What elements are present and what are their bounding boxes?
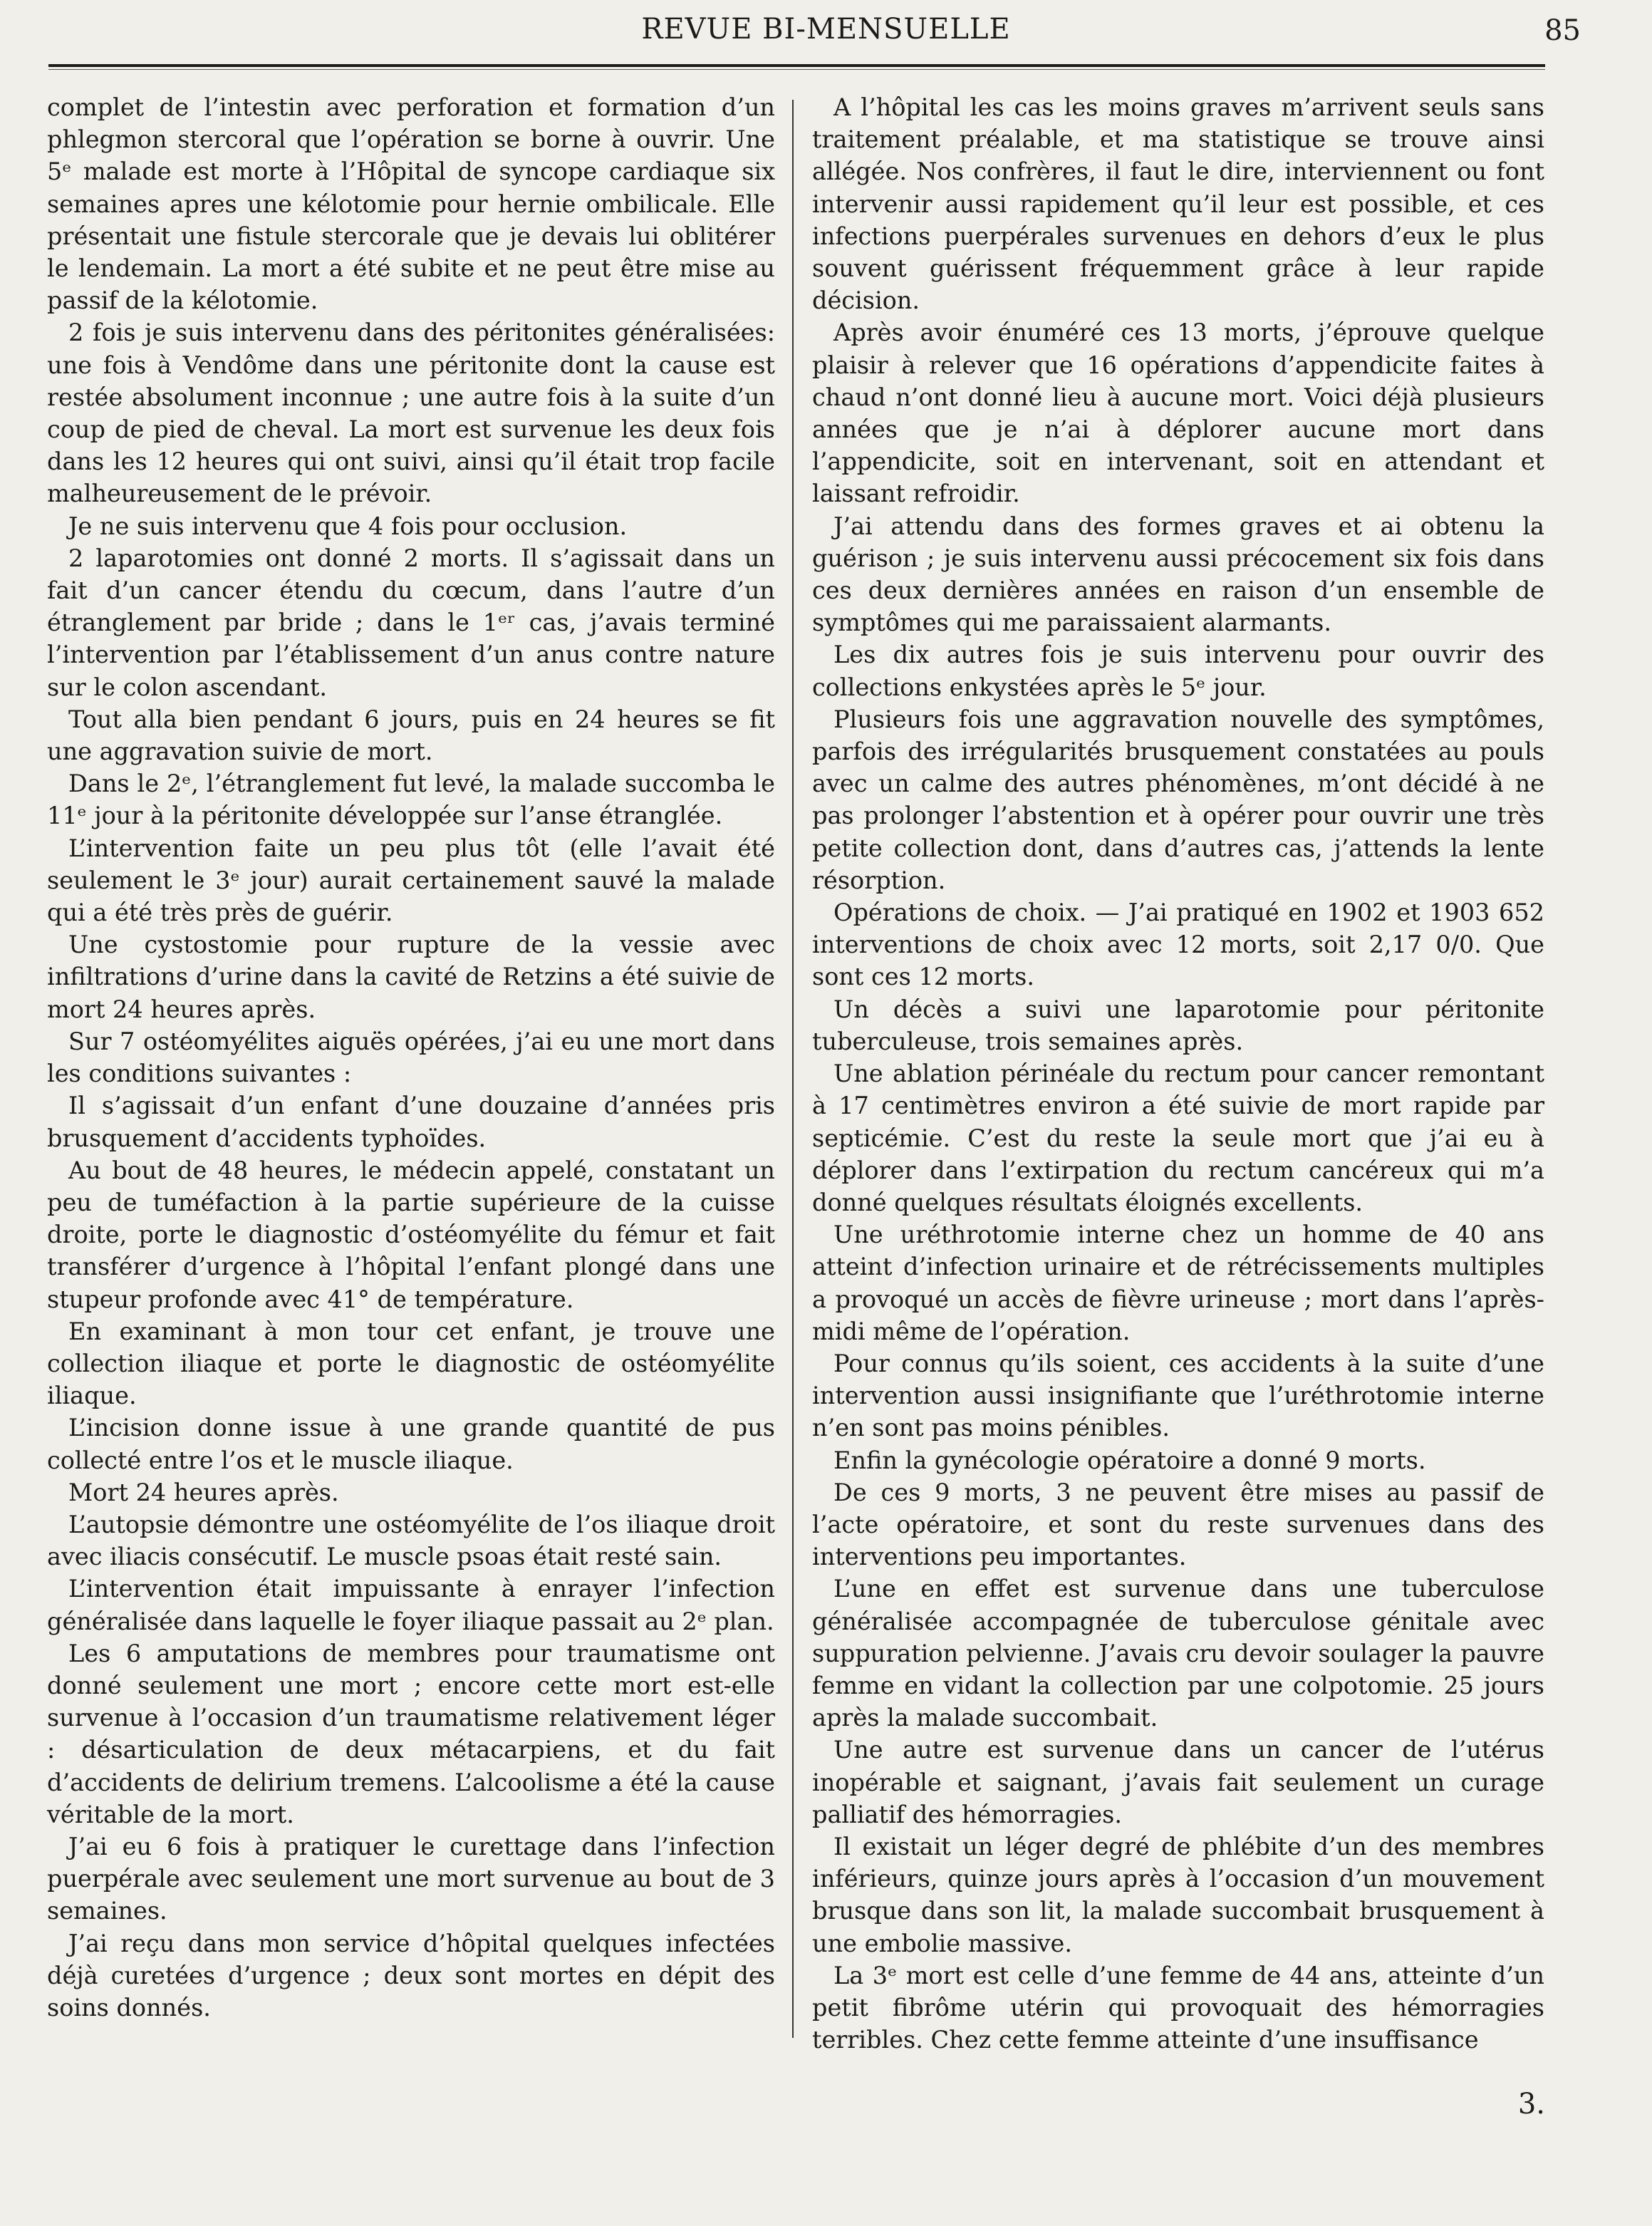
right-column bbox=[812, 91, 1544, 2056]
paragraph: L’autopsie démontre une ostéomyélite de l’os iliaque droit avec iliacis consécutif. Le muscle psoas était resté sain. bbox=[47, 1510, 775, 1571]
paragraph: Une uréthrotomie interne chez un homme de 40 ans atteint d’infection urinaire et de rétrécissements multiples a provoqué un accès de fièvre urineuse ; mort dans l’après-midi même de l’opération. bbox=[812, 1221, 1544, 1345]
paragraph: Opérations de choix. — J’ai pratiqué en 1902 et 1903 652 interventions de choix avec 12 morts, soit 2,17 0/0. Que sont ces 12 morts. bbox=[812, 899, 1544, 991]
paragraph: En examinant à mon tour cet enfant, je trouve une collection iliaque et porte le diagnostic de ostéomyélite iliaque. bbox=[47, 1317, 775, 1410]
paragraph: L’une en effet est survenue dans une tuberculose généralisée accompagnée de tuberculose génitale avec suppuration pelvienne. J’avais cru devoir soulager la pauvre femme en vidant la collection par une colpotomie. 25 jours après la malade succombait. bbox=[812, 1575, 1544, 1732]
header-rule-thin bbox=[48, 69, 1545, 70]
paragraph: L’incision donne issue à une grande quantité de pus collecté entre l’os et le muscle iliaque. bbox=[47, 1414, 775, 1474]
paragraph: Une autre est survenue dans un cancer de l’utérus inopérable et saignant, j’avais fait seulement un curage palliatif des hémorragies. bbox=[812, 1736, 1544, 1828]
signature-mark: 3. bbox=[1517, 2088, 1545, 2121]
paragraph: Il s’agissait d’un enfant d’une douzaine d’années pris brusquement d’accidents typhoïdes. bbox=[47, 1092, 775, 1152]
left-column bbox=[47, 91, 775, 2024]
paragraph: Je ne suis intervenu que 4 fois pour occlusion. bbox=[68, 512, 628, 540]
paragraph: J’ai reçu dans mon service d’hôpital quelques infectées déjà curetées d’urgence ; deux sont mortes en dépit des soins donnés. bbox=[47, 1929, 775, 2021]
paragraph: Les dix autres fois je suis intervenu pour ouvrir des collections enkystées après le 5ᵉ jour. bbox=[812, 641, 1544, 701]
paragraph: Pour connus qu’ils soient, ces accidents à la suite d’une intervention aussi insignifiante que l’uréthrotomie interne n’en sont pas moins pénibles. bbox=[812, 1349, 1544, 1442]
paragraph: De ces 9 morts, 3 ne peuvent être mises au passif de l’acte opératoire, et sont du reste survenues dans des interventions peu importantes. bbox=[812, 1478, 1544, 1571]
paragraph: Mort 24 heures après. bbox=[68, 1478, 339, 1506]
paragraph: L’intervention faite un peu plus tôt (elle l’avait été seulement le 3ᵉ jour) aurait certainement sauvé la malade qui a été très près de guérir. bbox=[47, 834, 775, 927]
paragraph: Les 6 amputations de membres pour traumatisme ont donné seulement une mort ; encore cette mort est-elle survenue à l’occasion d’un traumatisme relativement léger : désarticulation de deux métacarpiens, et du fait d’accidents de delirium tremens. L’alcoolisme a été la cause véritable de la mort. bbox=[47, 1639, 775, 1828]
column-divider bbox=[792, 100, 794, 2038]
paragraph: J’ai attendu dans des formes graves et ai obtenu la guérison ; je suis intervenu aussi précocement six fois dans ces deux dernières années en raison d’un ensemble de symptômes qui me paraissaient alarmants. bbox=[812, 512, 1544, 637]
paragraph: Sur 7 ostéomyélites aiguës opérées, j’ai eu une mort dans les conditions suivantes : bbox=[47, 1027, 775, 1088]
paragraph: Il existait un léger degré de phlébite d’un des membres inférieurs, quinze jours après à l’occasion d’un mouvement brusque dans son lit, la malade succombait brusquement à une embolie massive. bbox=[812, 1832, 1544, 1957]
paragraph: J’ai eu 6 fois à pratiquer le curettage dans l’infection puerpérale avec seulement une mort survenue au bout de 3 semaines. bbox=[47, 1832, 775, 1925]
paragraph: 2 laparotomies ont donné 2 morts. Il s’agissait dans un fait d’un cancer étendu du cœcum, dans l’autre d’un étranglement par bride ; dans le 1ᵉʳ cas, j’avais terminé l’intervention par l’établissement d’un anus contre nature sur le colon ascendant. bbox=[47, 544, 775, 701]
paragraph: Une cystostomie pour rupture de la vessie avec infiltrations d’urine dans la cavité de Retzins a été suivie de mort 24 heures après. bbox=[47, 931, 775, 1023]
running-header bbox=[50, 10, 1602, 53]
paragraph: Enfin la gynécologie opératoire a donné 9 morts. bbox=[833, 1446, 1426, 1474]
paragraph: Après avoir énuméré ces 13 morts, j’éprouve quelque plaisir à relever que 16 opérations d’appendicite faites à chaud n’ont donné lieu à aucune mort. Voici déjà plusieurs années que je n’ai à déplorer aucune mort dans l’appendicite, soit en intervenant, soit en attendant et laissant refroidir. bbox=[812, 319, 1544, 508]
header-rule bbox=[48, 64, 1545, 67]
page-number: 85 bbox=[1544, 14, 1581, 47]
paragraph: Une ablation périnéale du rectum pour cancer remontant à 17 centimètres environ a été suivie de mort rapide par septicémie. C’est du reste la seule mort que j’ai eu à déplorer dans l’extirpation du rectum cancéreux qui m’a donné quelques résultats éloignés excellents. bbox=[812, 1060, 1544, 1216]
paragraph: La 3ᵉ mort est celle d’une femme de 44 ans, atteinte d’un petit fibrôme utérin qui provoquait des hémorragies terribles. Chez cette femme atteinte d’une insuffisance bbox=[812, 1961, 1544, 2054]
paragraph: Au bout de 48 heures, le médecin appelé, constatant un peu de tuméfaction à la partie supérieure de la cuisse droite, porte le diagnostic d’ostéomyélite du fémur et fait transférer d’urgence à l’hôpital l’enfant plongé dans une stupeur profonde avec 41° de température. bbox=[47, 1156, 775, 1313]
paragraph: 2 fois je suis intervenu dans des péritonites généralisées: une fois à Vendôme dans une péritonite dont la cause est restée absolument inconnue ; une autre fois à la suite d’un coup de pied de cheval. La mort est survenue les deux fois dans les 12 heures qui ont suivi, ainsi qu’il était trop facile malheureusement de le prévoir. bbox=[47, 319, 775, 508]
paragraph: Un décès a suivi une laparotomie pour péritonite tuberculeuse, trois semaines après. bbox=[812, 995, 1544, 1055]
journal-title: REVUE BI-MENSUELLE bbox=[641, 13, 1011, 46]
paragraph: L’intervention était impuissante à enrayer l’infection généralisée dans laquelle le foyer iliaque passait au 2ᵉ plan. bbox=[47, 1575, 775, 1635]
paragraph: complet de l’intestin avec perforation et formation d’un phlegmon stercoral que l’opération se borne à ouvrir. Une 5ᵉ malade est morte à l’Hôpital de syncope cardiaque six semaines apres une kélotomie pour hernie ombilicale. Elle présentait une fistule stercorale que je devais lui oblitérer le lendemain. La mort a été subite et ne peut être mise au passif de la kélotomie. bbox=[47, 93, 775, 315]
paragraph: Plusieurs fois une aggravation nouvelle des symptômes, parfois des irrégularités brusquement constatées au pouls avec un calme des autres phénomènes, m’ont décidé à ne pas prolonger l’abstention et à opérer pour ouvrir une très petite collection dont, dans d’autres cas, j’attends la lente résorption. bbox=[812, 705, 1544, 894]
paragraph: A l’hôpital les cas les moins graves m’arrivent seuls sans traitement préalable, et ma statistique se trouve ainsi allégée. Nos confrères, il faut le dire, interviennent ou font intervenir aussi rapidement qu’il leur est possible, et ces infections puerpérales survenues en dehors d’eux le plus souvent guérissent fréquemment grâce à leur rapide décision. bbox=[812, 93, 1544, 315]
paragraph: Dans le 2ᵉ, l’étranglement fut levé, la malade succomba le 11ᵉ jour à la péritonite développée sur l’anse étranglée. bbox=[47, 770, 775, 830]
paragraph: Tout alla bien pendant 6 jours, puis en 24 heures se fit une aggravation suivie de mort. bbox=[47, 705, 775, 766]
